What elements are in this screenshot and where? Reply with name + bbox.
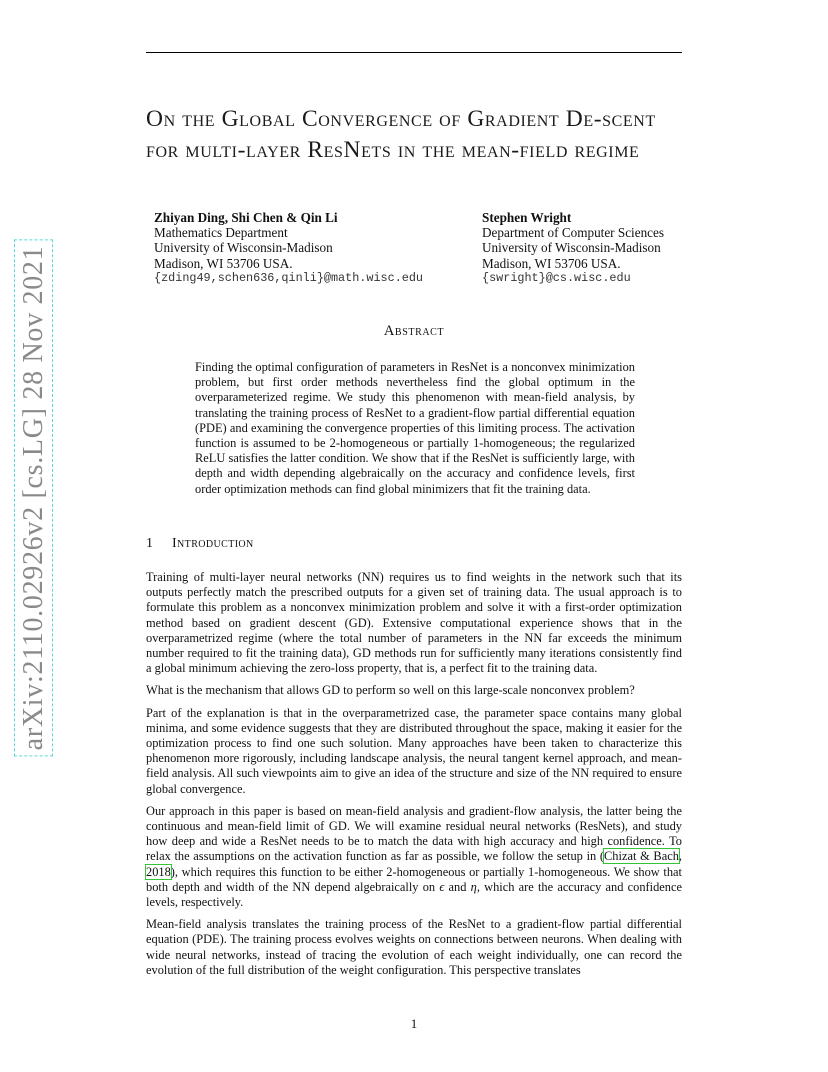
title-part: Convergence of — [301, 106, 468, 132]
section-title: Introduction — [172, 536, 254, 551]
paragraph: What is the mechanism that allows GD to perform so well on this large-scale nonconvex problem? — [146, 683, 635, 698]
epsilon-symbol: ϵ — [439, 879, 445, 894]
arxiv-identifier-stamp[interactable] — [18, 244, 50, 753]
citation-year-link[interactable]: 2018 — [146, 864, 171, 879]
title-part: Gradient — [467, 106, 566, 132]
title-part: Global — [221, 106, 302, 132]
arxiv-stamp-text: arXiv:2110.02926v2 [cs.LG] 28 Nov 2021 — [18, 245, 49, 751]
top-rule — [146, 52, 682, 53]
author-address: Madison, WI 53706 USA. — [482, 255, 621, 271]
abstract-text: Finding the optimal configuration of parameters in ResNet is a nonconvex minimization problem, but first order methods nevertheless find the global optimum in the overparameterized regime. We study this phenomenon with mean-field analysis, by translating the training process of ResNet to a gradient-flow partial differential equation (PDE) and examining the convergence properties of this limiting process. The activation function is assumed to be 2-homogeneous or partially 1-homogeneous; the regularized ReLU satisfies the latter condition. We show that if the ResNet is sufficiently large, with depth and width depending algebraically on the accuracy and confidence levels, first order optimization methods can find global minimizers that fit the training data. — [195, 360, 635, 496]
author-names: Stephen Wright — [482, 210, 572, 225]
title-part: Nets in the mean-field regime — [343, 137, 640, 163]
title-part: On the — [146, 106, 222, 132]
paper-title — [146, 104, 691, 166]
author-block-right — [482, 210, 682, 286]
eta-symbol: η — [470, 879, 477, 894]
title-part: De-scent for multi-layer — [146, 106, 656, 163]
author-department: Department of Computer Sciences — [482, 225, 665, 241]
title-part: Res — [307, 137, 344, 163]
author-email[interactable]: {zding49,schen636,qinli}@math.wisc.edu — [154, 270, 424, 285]
author-names: Zhiyan Ding, Shi Chen & Qin Li — [154, 210, 338, 225]
page-number: 1 — [410, 1016, 418, 1031]
section-number: 1 — [146, 536, 154, 551]
paragraph: Mean-field analysis translates the training process of the ResNet to a gradient-flow partial differential equation (PDE). The training process evolves weights on connections between neurons. When dealing with wide neural networks, instead of tracing the evolution of each weight individually, one can record the evolution of the full distribution of the weight configuration. This perspective translates — [146, 917, 682, 977]
section-heading — [146, 536, 254, 552]
citation-link[interactable]: Chizat & Bach — [604, 849, 679, 864]
author-university: University of Wisconsin-Madison — [154, 240, 333, 256]
introduction-body — [146, 570, 682, 985]
author-department: Mathematics Department — [154, 225, 288, 241]
paragraph: Our approach in this paper is based on mean-field analysis and gradient-flow analysis, the latter being the continuous and mean-field limit of GD. We will examine residual neural networks (ResNets), and study how deep and wide a ResNet needs to be to match the data with high accuracy and high confidence. To relax the assumptions on the activation function as far as possible, we follow the setup in (Chizat & Bach, 2018), which requires this function to be either 2-homogeneous or partially 1-homogeneous. We show that both depth and width of the NN depend algebraically on ϵ and η, which are the accuracy and confidence levels, respectively. — [146, 803, 683, 910]
author-block-left — [154, 210, 474, 286]
abstract-heading: Abstract — [383, 323, 445, 339]
author-email[interactable]: {swright}@cs.wisc.edu — [482, 270, 631, 285]
paragraph: Part of the explanation is that in the overparametrized case, the parameter space contains many global minima, and some evidence suggests that they are distributed throughout the space, making it easier for the optimization process to find one such solution. Many approaches have been taken to characterize this phenomenon more rigorously, including landscape analysis, the neural tangent kernel approach, and mean-field analysis. All such viewpoints aim to give an idea of the structure and size of the NN required to ensure global convergence. — [146, 705, 682, 796]
author-university: University of Wisconsin-Madison — [482, 240, 661, 256]
author-address: Madison, WI 53706 USA. — [154, 255, 293, 271]
paragraph: Training of multi-layer neural networks (NN) requires us to find weights in the network such that its outputs perfectly match the prescribed outputs for a given set of training data. The usual approach is to formulate this problem as a nonconvex minimization problem and solve it with a first-order optimization method based on gradient descent (GD). Extensive computational experience shows that in the overparametrized regime (where the total number of parameters in the NN far exceeds the minimum number required to fit the training data), GD methods run for sufficiently many iterations consistently find a global minimum achieving the zero-loss property, that is, a perfect fit to the training data. — [146, 570, 682, 676]
